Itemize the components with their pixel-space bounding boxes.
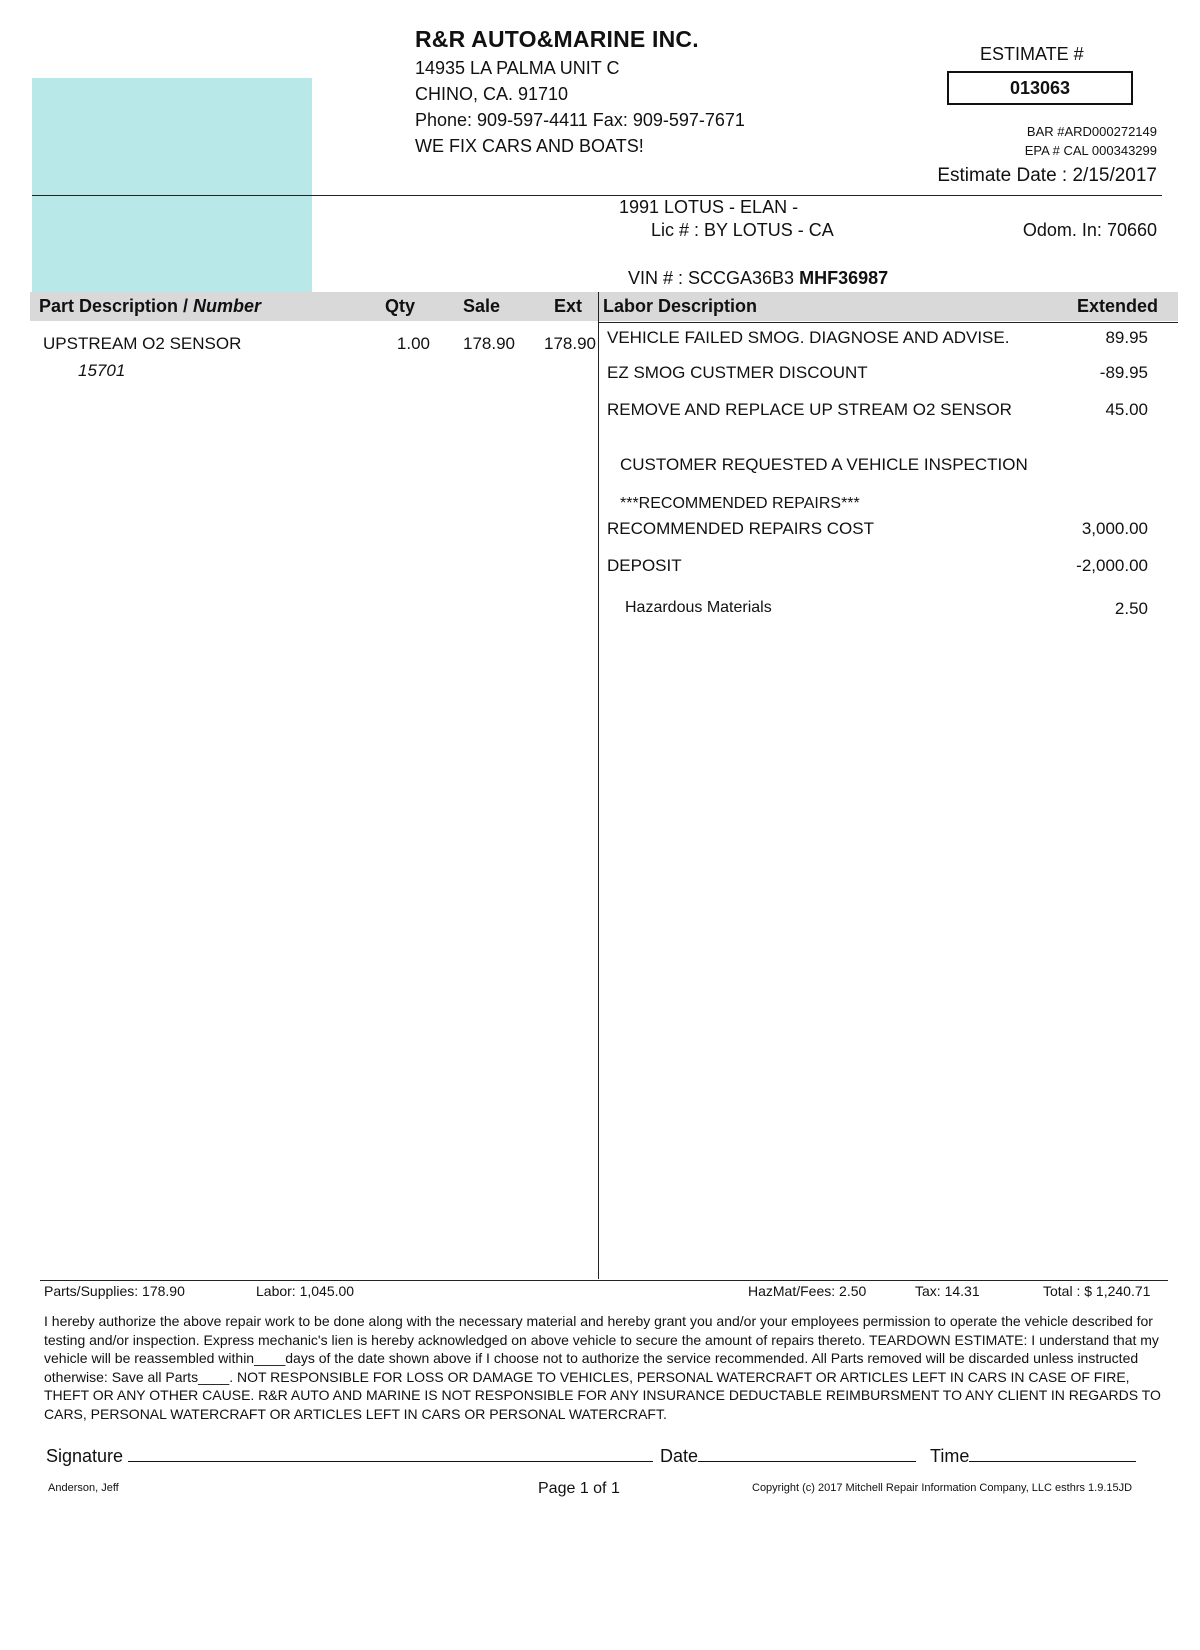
time-label: Time bbox=[930, 1446, 970, 1466]
th-part-desc-text: Part Description / bbox=[39, 296, 194, 316]
labor-description: DEPOSIT bbox=[607, 556, 682, 575]
labor-description: RECOMMENDED REPAIRS COST bbox=[607, 519, 874, 538]
labor-amount: 45.00 bbox=[1105, 400, 1148, 419]
vehicle-license: Lic # : BY LOTUS - CA bbox=[651, 220, 834, 240]
part-ext: 178.90 bbox=[544, 334, 596, 353]
th-part-description bbox=[39, 296, 261, 317]
totals-hazmat: HazMat/Fees: 2.50 bbox=[748, 1283, 867, 1299]
epa-number: EPA # CAL 000343299 bbox=[1024, 143, 1157, 158]
totals-divider bbox=[40, 1280, 1168, 1281]
labor-amount: 3,000.00 bbox=[1081, 519, 1148, 538]
vehicle-vin bbox=[628, 268, 888, 289]
bar-number: BAR #ARD000272149 bbox=[1026, 124, 1157, 139]
date-field[interactable] bbox=[660, 1445, 916, 1467]
labor-description: EZ SMOG CUSTMER DISCOUNT bbox=[607, 363, 868, 382]
part-description: UPSTREAM O2 SENSOR bbox=[43, 334, 242, 353]
vehicle-model: 1991 LOTUS - ELAN - bbox=[619, 197, 799, 217]
estimate-label: ESTIMATE # bbox=[980, 44, 1084, 64]
authorization-text: I hereby authorize the above repair work to be done along with the necessary material and hereby grant you and/or your employees permission to operate the vehicle described for testing and/or inspection. Express mechanic's lien is hereby acknowledged on above vehicle to secure the amount of repairs thereto. TEARDOWN ESTIMATE: I understand that my vehicle will be reassembled within____days of the date shown above if I choose not to authorize the service recommended. All Parts removed will be discarded unless instructed otherwise: Save all Parts____. NOT RESPONSIBLE FOR LOSS OR DAMAGE TO VEHICLES, PERSONAL WATERCRAFT OR ARTICLES LEFT IN CARS IN CASE OF FIRE, THEFT OR ANY OTHER CAUSE. R&R AUTO AND MARINE IS NOT RESPONSIBLE FOR ANY INSURANCE DEDUCTABLE REIMBURSMENT TO ANY CLIENT IN REGARDS TO CARS, PERSONAL WATERCRAFT OR ARTICLES LEFT IN CARS OR PERSONAL WATERCRAFT. bbox=[44, 1313, 1161, 1422]
totals-labor: Labor: 1,045.00 bbox=[256, 1283, 355, 1299]
totals-parts: Parts/Supplies: 178.90 bbox=[44, 1283, 185, 1299]
vin-bold: MHF36987 bbox=[799, 268, 889, 288]
totals-grand-total: Total : $ 1,240.71 bbox=[1043, 1283, 1151, 1299]
labor-description: ***RECOMMENDED REPAIRS*** bbox=[620, 495, 860, 512]
vin-label: VIN # : SCCGA36B3 bbox=[628, 268, 800, 288]
service-writer: Anderson, Jeff bbox=[48, 1482, 119, 1494]
part-qty: 1.00 bbox=[396, 334, 430, 353]
labor-description: REMOVE AND REPLACE UP STREAM O2 SENSOR bbox=[607, 400, 1012, 419]
redacted-customer-block bbox=[32, 78, 312, 292]
labor-header-underline bbox=[598, 322, 1178, 323]
company-phone-fax: Phone: 909-597-4411 Fax: 909-597-7671 bbox=[415, 110, 745, 130]
page-number: Page 1 of 1 bbox=[538, 1480, 620, 1497]
estimate-number: 013063 bbox=[947, 71, 1133, 105]
vehicle-odometer: Odom. In: 70660 bbox=[1022, 220, 1157, 240]
signature-line[interactable] bbox=[128, 1445, 653, 1462]
signature-label: Signature bbox=[46, 1446, 124, 1466]
part-sale: 178.90 bbox=[463, 334, 515, 353]
totals-tax: Tax: 14.31 bbox=[915, 1283, 980, 1299]
time-field[interactable] bbox=[930, 1445, 1136, 1467]
th-part-number-text: Number bbox=[193, 296, 262, 316]
labor-amount: -2,000.00 bbox=[1076, 556, 1148, 575]
part-number: 15701 bbox=[78, 361, 126, 380]
company-name: R&R AUTO&MARINE INC. bbox=[415, 26, 699, 52]
estimate-date: Estimate Date : 2/15/2017 bbox=[937, 165, 1157, 186]
th-sale: Sale bbox=[463, 296, 501, 316]
labor-description: Hazardous Materials bbox=[625, 599, 772, 616]
th-ext: Ext bbox=[554, 296, 583, 316]
labor-description: CUSTOMER REQUESTED A VEHICLE INSPECTION bbox=[620, 455, 1028, 474]
table-header bbox=[30, 292, 1178, 321]
signature-field[interactable] bbox=[46, 1445, 653, 1467]
time-line[interactable] bbox=[969, 1445, 1136, 1462]
labor-description: VEHICLE FAILED SMOG. DIAGNOSE AND ADVISE. bbox=[607, 328, 1010, 347]
table-column-divider bbox=[598, 292, 599, 1279]
copyright: Copyright (c) 2017 Mitchell Repair Information Company, LLC esthrs 1.9.15JD bbox=[752, 1482, 1133, 1494]
th-labor-description: Labor Description bbox=[603, 296, 758, 316]
labor-amount: 2.50 bbox=[1114, 599, 1148, 618]
company-slogan: WE FIX CARS AND BOATS! bbox=[415, 136, 644, 156]
th-qty: Qty bbox=[385, 296, 416, 316]
date-line[interactable] bbox=[698, 1445, 916, 1462]
th-extended: Extended bbox=[1076, 296, 1158, 316]
company-address-line1: 14935 LA PALMA UNIT C bbox=[415, 58, 620, 78]
labor-amount: -89.95 bbox=[1099, 363, 1148, 382]
company-address-line2: CHINO, CA. 91710 bbox=[415, 84, 569, 104]
date-label: Date bbox=[660, 1446, 699, 1466]
labor-amount: 89.95 bbox=[1105, 328, 1148, 347]
header-divider bbox=[32, 195, 1162, 196]
